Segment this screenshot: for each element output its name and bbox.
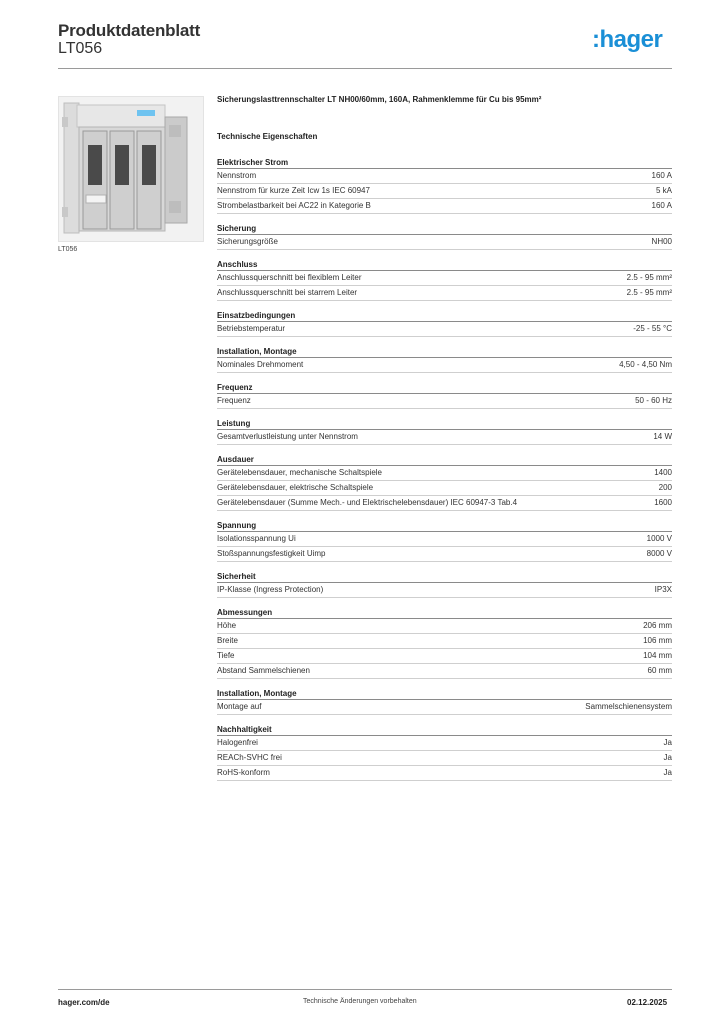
spec-row — [217, 700, 672, 715]
spec-label: Halogenfrei — [217, 738, 258, 747]
spec-value: 2.5 - 95 mm² — [626, 288, 672, 297]
hager-logo: :hager — [592, 26, 663, 53]
spec-section — [217, 455, 672, 511]
section-title: Abmessungen — [217, 608, 672, 619]
footer-website: hager.com/de — [58, 998, 110, 1007]
spec-row — [217, 583, 672, 598]
spec-label: Anschlussquerschnitt bei flexiblem Leiter — [217, 273, 362, 282]
spec-value: 104 mm — [643, 651, 672, 660]
spec-row — [217, 496, 672, 511]
section-title: Installation, Montage — [217, 689, 672, 700]
spec-section — [217, 311, 672, 337]
spec-value: 160 A — [651, 201, 672, 210]
spec-sections — [217, 158, 672, 781]
section-title: Leistung — [217, 419, 672, 430]
spec-label: Nennstrom für kurze Zeit Icw 1s IEC 60947 — [217, 186, 370, 195]
spec-label: Betriebstemperatur — [217, 324, 286, 333]
technical-properties-heading: Technische Eigenschaften — [217, 132, 318, 141]
spec-value: 160 A — [651, 171, 672, 180]
image-caption: LT056 — [58, 246, 78, 253]
spec-row — [217, 199, 672, 214]
spec-value: IP3X — [654, 585, 672, 594]
spec-label: Abstand Sammelschienen — [217, 666, 310, 675]
spec-row — [217, 547, 672, 562]
spec-value: 200 — [658, 483, 672, 492]
spec-row — [217, 169, 672, 184]
spec-section — [217, 725, 672, 781]
spec-row — [217, 286, 672, 301]
spec-value: 4,50 - 4,50 Nm — [619, 360, 672, 369]
spec-section — [217, 572, 672, 598]
product-image — [58, 96, 204, 242]
spec-section — [217, 383, 672, 409]
spec-label: Breite — [217, 636, 238, 645]
section-title: Spannung — [217, 521, 672, 532]
spec-row — [217, 634, 672, 649]
spec-label: Anschlussquerschnitt bei starrem Leiter — [217, 288, 358, 297]
header-divider — [58, 68, 672, 69]
spec-value: 2.5 - 95 mm² — [626, 273, 672, 282]
section-title: Installation, Montage — [217, 347, 672, 358]
spec-label: RoHS-konform — [217, 768, 270, 777]
section-title: Einsatzbedingungen — [217, 311, 672, 322]
spec-section — [217, 224, 672, 250]
spec-row — [217, 664, 672, 679]
spec-row — [217, 619, 672, 634]
spec-row — [217, 532, 672, 547]
section-title: Frequenz — [217, 383, 672, 394]
spec-label: Gerätelebensdauer, elektrische Schaltspiele — [217, 483, 374, 492]
product-data-content — [217, 95, 672, 791]
spec-value: 106 mm — [643, 636, 672, 645]
spec-section — [217, 608, 672, 679]
spec-label: Montage auf — [217, 702, 262, 711]
spec-row — [217, 394, 672, 409]
spec-row — [217, 736, 672, 751]
spec-label: Tiefe — [217, 651, 235, 660]
spec-row — [217, 466, 672, 481]
product-description: Sicherungslasttrennschalter LT NH00/60mm, 160A, Rahmenklemme für Cu bis 95mm² — [217, 95, 542, 104]
spec-row — [217, 358, 672, 373]
spec-value: Ja — [663, 738, 672, 747]
spec-label: Isolationsspannung Ui — [217, 534, 296, 543]
spec-section — [217, 347, 672, 373]
spec-row — [217, 481, 672, 496]
spec-section — [217, 689, 672, 715]
spec-value: 1600 — [654, 498, 672, 507]
spec-label: Nennstrom — [217, 171, 257, 180]
spec-label: Frequenz — [217, 396, 251, 405]
spec-label: Nominales Drehmoment — [217, 360, 304, 369]
spec-row — [217, 430, 672, 445]
spec-value: 206 mm — [643, 621, 672, 630]
section-title: Elektrischer Strom — [217, 158, 672, 169]
spec-label: Stoßspannungsfestigkeit Uimp — [217, 549, 326, 558]
spec-label: Gerätelebensdauer, mechanische Schaltspiele — [217, 468, 382, 477]
spec-value: 1400 — [654, 468, 672, 477]
spec-section — [217, 158, 672, 214]
product-code: LT056 — [58, 40, 103, 57]
spec-row — [217, 235, 672, 250]
spec-label: Gesamtverlustleistung unter Nennstrom — [217, 432, 358, 441]
footer-notice: Technische Änderungen vorbehalten — [303, 998, 417, 1005]
spec-row — [217, 322, 672, 337]
spec-section — [217, 521, 672, 562]
section-title: Ausdauer — [217, 455, 672, 466]
spec-value: NH00 — [651, 237, 672, 246]
footer-divider — [58, 989, 672, 990]
spec-row — [217, 184, 672, 199]
spec-label: REACh-SVHC frei — [217, 753, 282, 762]
spec-row — [217, 766, 672, 781]
spec-row — [217, 649, 672, 664]
spec-value: 5 kA — [655, 186, 672, 195]
spec-label: IP-Klasse (Ingress Protection) — [217, 585, 324, 594]
spec-label: Strombelastbarkeit bei AC22 in Kategorie B — [217, 201, 371, 210]
spec-row — [217, 271, 672, 286]
spec-value: 1000 V — [646, 534, 672, 543]
spec-value: Ja — [663, 768, 672, 777]
fuse-switch-illustration — [59, 97, 205, 243]
spec-value: Sammelschienensystem — [585, 702, 672, 711]
spec-value: 8000 V — [646, 549, 672, 558]
spec-value: 60 mm — [647, 666, 672, 675]
spec-label: Sicherungsgröße — [217, 237, 278, 246]
spec-value: Ja — [663, 753, 672, 762]
section-title: Nachhaltigkeit — [217, 725, 672, 736]
spec-label: Höhe — [217, 621, 237, 630]
spec-value: 50 - 60 Hz — [635, 396, 672, 405]
section-title: Sicherheit — [217, 572, 672, 583]
spec-value: 14 W — [653, 432, 672, 441]
spec-value: -25 - 55 °C — [633, 324, 672, 333]
spec-label: Gerätelebensdauer (Summe Mech.- und Elektrischelebensdauer) IEC 60947-3 Tab.4 — [217, 498, 518, 507]
spec-row — [217, 751, 672, 766]
section-title: Anschluss — [217, 260, 672, 271]
spec-section — [217, 260, 672, 301]
section-title: Sicherung — [217, 224, 672, 235]
spec-section — [217, 419, 672, 445]
page-title: Produktdatenblatt — [58, 21, 201, 40]
footer-date: 02.12.2025 — [627, 998, 668, 1007]
